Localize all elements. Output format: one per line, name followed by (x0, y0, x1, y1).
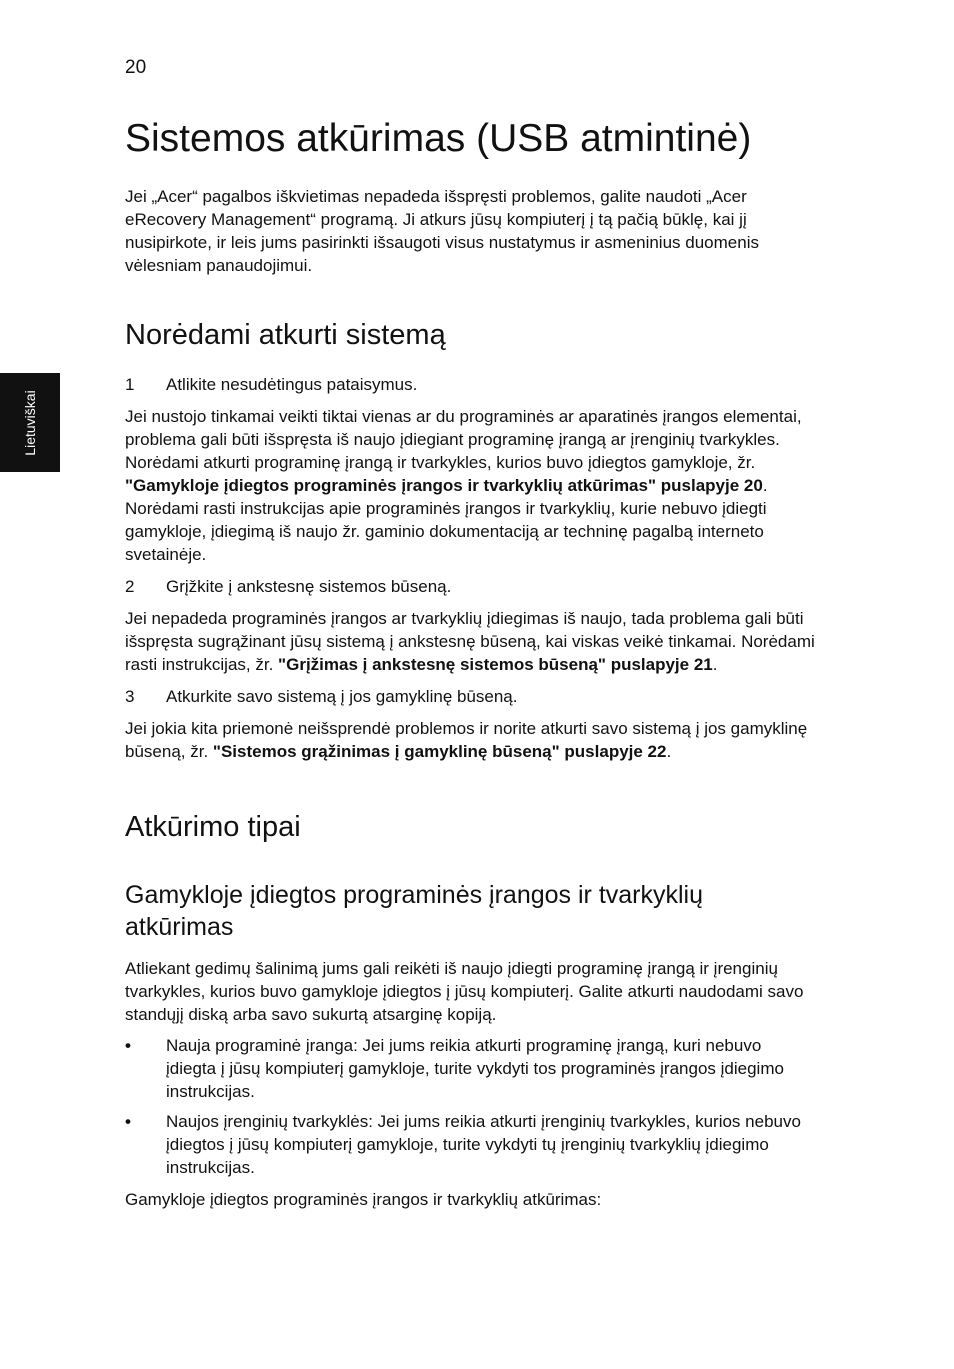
intro-paragraph: Jei „Acer“ pagalbos iškvietimas nepadeda išspręsti problemos, galite naudoti „Acer eRecovery Management“ programą. Ji atkurs jūsų kompiuterį į tą pačią būklę, kai jį nusipirkote, ir leis jums pasirinkti išsaugoti visus nustatymus ir asmeninius duomenis vėlesniam panaudojimui. (125, 187, 759, 275)
step-number: 2 (125, 577, 135, 596)
closing-line: Gamykloje įdiegtos programinės įrangos ir tvarkyklių atkūrimas: (125, 1190, 602, 1209)
step-2 (125, 575, 815, 598)
section-heading-recovery-types: Atkūrimo tipai (125, 811, 301, 843)
bullet-text: Naujos įrenginių tvarkyklės: Jei jums reikia atkurti įrenginių tvarkykles, kurios nebuvo įdiegtos į jūsų kompiuterį gamykloje, turite vykdyti tų įrenginių tvarkyklių įdiegimo instrukcijas. (166, 1112, 801, 1177)
step-3-paragraph (125, 717, 815, 763)
step-1-text: Jei nustojo tinkamai veikti tiktai vienas ar du programinės ar aparatinės įrangos elementai, problema gali būti išspręsta iš naujo įdiegiant programinę įrangą ar įrenginių tvarkykles. Norėdami atkurti programinę įrangą ir tvarkykles, kurios buvo įdiegtos gamykloje, žr. (125, 407, 802, 472)
step-3-text-end: . (666, 742, 672, 761)
subsection-paragraph: Atliekant gedimų šalinimą jums gali reikėti iš naujo įdiegti programinę įrangą ir įrenginių tvarkykles, kurios buvo gamykloje įdiegtos į jūsų kompiuterį. Galite atkurti naudodami savo standųjį diską arba savo sukurtą atsarginę kopiją. (125, 959, 804, 1024)
page-title: Sistemos atkūrimas (USB atmintinė) (125, 117, 752, 160)
cross-reference-link: "Sistemos grąžinimas į gamyklinę būseną" puslapyje 22 (212, 742, 667, 761)
step-1 (125, 373, 815, 396)
step-text: Atkurkite savo sistemą į jos gamyklinę būseną. (166, 687, 518, 706)
bullet-text: Nauja programinė įranga: Jei jums reikia atkurti programinę įrangą, kuri nebuvo įdiegta į jūsų kompiuterį gamykloje, turite vykdyti tos programinės įrangos įdiegimo instrukcijas. (166, 1036, 784, 1101)
bullet-marker: • (125, 1036, 131, 1055)
cross-reference-link: "Gamykloje įdiegtos programinės įrangos ir tvarkyklių atkūrimas" puslapyje 20 (125, 476, 763, 495)
bullet-item (125, 1110, 815, 1179)
step-3-text: Jei jokia kita priemonė neišsprendė problemos ir norite atkurti savo sistemą į jos gamyklinę būseną, žr. (125, 719, 808, 761)
subsection-heading: Gamykloje įdiegtos programinės įrangos ir tvarkyklių atkūrimas (125, 881, 704, 941)
bullet-marker: • (125, 1112, 131, 1131)
section-heading-restore: Norėdami atkurti sistemą (125, 319, 446, 351)
bullet-item (125, 1034, 815, 1103)
step-2-paragraph (125, 607, 815, 676)
step-3 (125, 685, 815, 708)
page-number: 20 (125, 57, 147, 78)
language-side-tab (0, 373, 60, 472)
language-tab-label: Lietuviškai (22, 390, 38, 456)
page-content (125, 113, 815, 1211)
step-2-text: Jei nepadeda programinės įrangos ar tvarkyklių įdiegimas iš naujo, tada problema gali būti išspręsta sugrąžinant jūsų sistemą į ankstesnę būseną, kai viskas veikė tinkamai. Norėdami rasti instrukcijas, žr. (125, 609, 815, 674)
step-1-text-end: . Norėdami rasti instrukcijas apie programinės įrangos ir tvarkyklių, kurie nebuvo įdiegti gamykloje, įdiegimą iš naujo žr. gaminio dokumentaciją ar techninę pagalbą interneto svetainėje. (125, 476, 768, 564)
cross-reference-link: "Grįžimas į ankstesnę sistemos būseną" puslapyje 21 (278, 655, 713, 674)
step-2-text-end: . (712, 655, 718, 674)
step-number: 1 (125, 375, 135, 394)
step-number: 3 (125, 687, 135, 706)
step-1-paragraph (125, 405, 815, 566)
step-text: Atlikite nesudėtingus pataisymus. (166, 375, 418, 394)
step-text: Grįžkite į ankstesnę sistemos būseną. (166, 577, 452, 596)
